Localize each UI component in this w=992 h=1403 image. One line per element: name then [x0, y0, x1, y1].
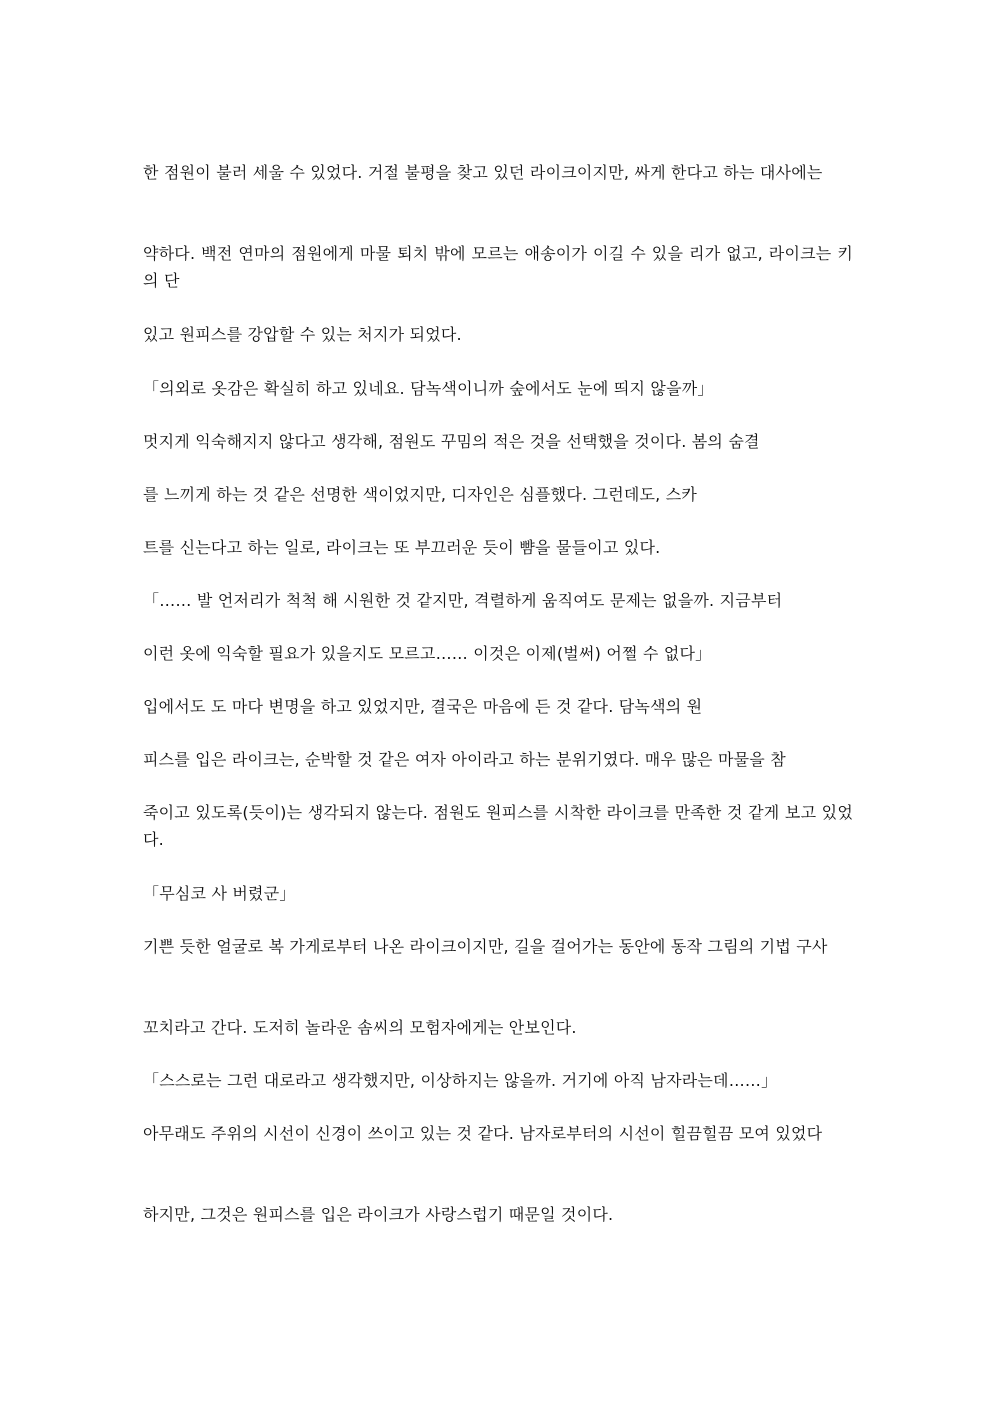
- paragraph-18: 하지만, 그것은 원피스를 입은 라이크가 사랑스럽기 때문일 것이다.: [143, 1205, 614, 1224]
- paragraph-9: 이런 옷에 익숙할 필요가 있을지도 모르고…… 이것은 이제(벌써) 어쩔 수 없다」: [143, 644, 712, 663]
- paragraph-7: 트를 신는다고 하는 일로, 라이크는 또 부끄러운 듯이 뺨을 물들이고 있다.: [143, 538, 661, 557]
- paragraph-17: 아무래도 주위의 시선이 신경이 쓰이고 있는 것 같다. 남자로부터의 시선이 힐끔힐끔 모여 있었다: [143, 1124, 823, 1143]
- paragraph-8: 「…… 발 언저리가 척척 해 시원한 것 같지만, 격렬하게 움직여도 문제는 없을까. 지금부터: [143, 591, 783, 610]
- paragraph-10: 입에서도 도 마다 변명을 하고 있었지만, 결국은 마음에 든 것 같다. 담녹색의 원: [143, 697, 703, 716]
- paragraph-13: 「무심코 사 버렸군」: [143, 884, 296, 903]
- paragraph-1: 한 점원이 불러 세울 수 있었다. 거절 불평을 찾고 있던 라이크이지만, 싸게 한다고 하는 대사에는: [143, 163, 823, 182]
- paragraph-11: 피스를 입은 라이크는, 순박할 것 같은 여자 아이라고 하는 분위기였다. 매우 많은 마물을 참: [143, 750, 786, 769]
- paragraph-12: 죽이고 있도록(듯이)는 생각되지 않는다. 점원도 원피스를 시착한 라이크를 만족한 것 같게 보고 있었다.: [143, 803, 853, 849]
- paragraph-3: 있고 원피스를 강압할 수 있는 처지가 되었다.: [143, 325, 462, 344]
- paragraph-14: 기쁜 듯한 얼굴로 복 가게로부터 나온 라이크이지만, 길을 걸어가는 동안에 동작 그림의 기법 구사: [143, 937, 828, 956]
- paragraph-15: 꼬치라고 간다. 도저히 놀라운 솜씨의 모험자에게는 안보인다.: [143, 1018, 577, 1037]
- paragraph-16: 「스스로는 그런 대로라고 생각했지만, 이상하지는 않을까. 거기에 아직 남자라는데……」: [143, 1071, 778, 1090]
- paragraph-5: 멋지게 익숙해지지 않다고 생각해, 점원도 꾸밈의 적은 것을 선택했을 것이다. 봄의 숨결: [143, 432, 760, 451]
- paragraph-6: 를 느끼게 하는 것 같은 선명한 색이었지만, 디자인은 심플했다. 그런데도, 스카: [143, 485, 698, 504]
- paragraph-2: 약하다. 백전 연마의 점원에게 마물 퇴치 밖에 모르는 애송이가 이길 수 있을 리가 없고, 라이크는 키의 단: [143, 244, 853, 290]
- paragraph-4: 「의외로 옷감은 확실히 하고 있네요. 담녹색이니까 숲에서도 눈에 띄지 않을까」: [143, 379, 714, 398]
